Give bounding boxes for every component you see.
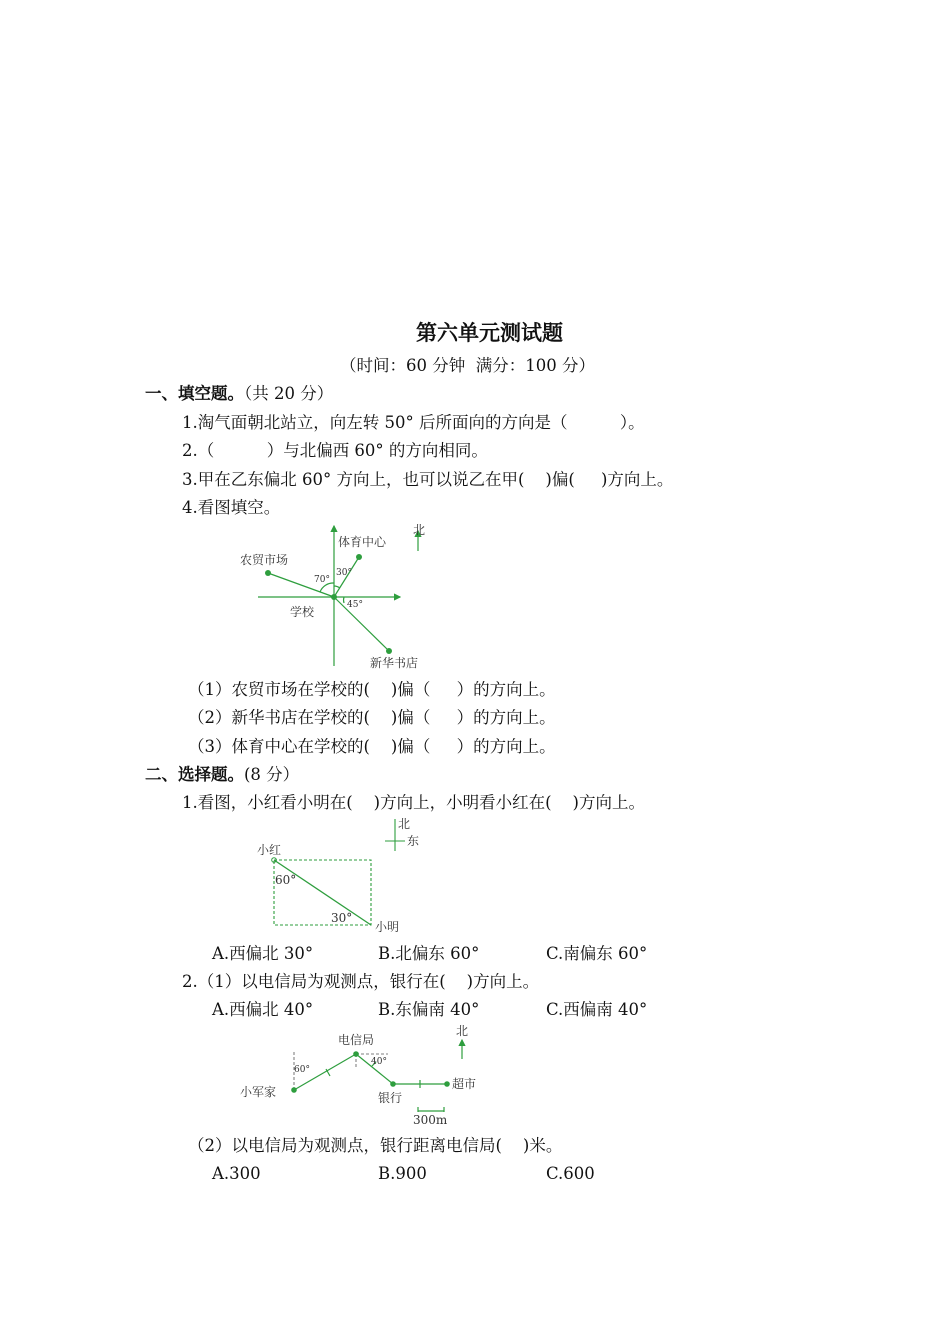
xiaohong-label: 小红 [257, 843, 282, 857]
market-label: 农贸市场 [240, 553, 289, 567]
question-2-2: 2.（1）以电信局为观测点，银行在( )方向上。 [182, 972, 540, 991]
bookstore-point [386, 648, 392, 654]
section2-heading [145, 765, 299, 785]
option-2-1-b: B.北偏东 60° [378, 944, 480, 963]
north-label-2: 北 [398, 817, 411, 831]
supermarket-label: 超市 [452, 1077, 477, 1091]
route-diagram [238, 1022, 488, 1127]
question-1-4-sub3: （3）体育中心在学校的( )偏（ ）的方向上。 [188, 737, 556, 756]
xiaoming-label: 小明 [375, 920, 400, 934]
page-subtitle: （时间：60 分钟 满分：100 分） [340, 356, 595, 375]
sports-center-label: 体育中心 [338, 535, 387, 549]
angle-40-label: 40° [371, 1057, 387, 1067]
line-xiaohong-xiaoming [274, 860, 371, 925]
section1-title: 一、填空题。 [145, 384, 244, 403]
north-label: 北 [413, 523, 426, 537]
option-2-2-b: B.东偏南 40° [378, 1000, 480, 1019]
direction-diagram-2 [255, 815, 430, 937]
angle-60-label: 60° [275, 873, 297, 887]
telecom-point [353, 1051, 359, 1057]
question-1-3: 3.甲在乙东偏北 60° 方向上，也可以说乙在甲( )偏( )方向上。 [182, 470, 674, 489]
angle-60-label-3: 60° [294, 1065, 310, 1075]
question-2-1: 1.看图，小红看小明在( )方向上，小明看小红在( )方向上。 [182, 793, 645, 812]
east-label: 东 [407, 834, 420, 848]
angle-45-label: 45° [347, 600, 363, 610]
angle-30-label-2: 30° [331, 911, 353, 925]
section1-heading [145, 384, 333, 404]
bank-point [390, 1081, 396, 1087]
question-1-2: 2.（ ）与北偏西 60° 的方向相同。 [182, 441, 488, 460]
school-label: 学校 [290, 605, 315, 619]
telecom-label: 电信局 [338, 1033, 375, 1047]
question-1-4-sub1: （1）农贸市场在学校的( )偏（ ）的方向上。 [188, 680, 556, 699]
direction-diagram-1 [240, 518, 450, 673]
section1-points: （共 20 分） [244, 384, 334, 403]
home-label: 小军家 [240, 1085, 277, 1099]
angle-70-label: 70° [314, 575, 330, 585]
bookstore-label: 新华书店 [370, 656, 419, 670]
option-2-1-c: C.南偏东 60° [546, 944, 648, 963]
home-point [291, 1087, 297, 1093]
market-point [265, 570, 271, 576]
question-1-4: 4.看图填空。 [182, 498, 281, 517]
section2-title: 二、选择题。 [145, 765, 244, 784]
section2-points: (8 分） [244, 765, 300, 784]
north-label-3: 北 [456, 1024, 469, 1038]
supermarket-point [444, 1081, 450, 1087]
option-2-1-a: A.西偏北 30° [212, 944, 314, 963]
question-1-1: 1.淘气面朝北站立，向左转 50° 后所面向的方向是（ ）。 [182, 413, 645, 432]
question-1-4-sub2: （2）新华书店在学校的( )偏（ ）的方向上。 [188, 708, 556, 727]
scale-label: 300m [413, 1113, 448, 1127]
school-point [331, 594, 337, 600]
option-2-2-2-a: A.300 [212, 1164, 261, 1183]
option-2-2-2-c: C.600 [546, 1164, 595, 1183]
page-title: 第六单元测试题 [416, 321, 563, 345]
angle-30-label: 30° [336, 568, 352, 578]
option-2-2-c: C.西偏南 40° [546, 1000, 648, 1019]
sports-point [356, 554, 362, 560]
bank-label: 银行 [378, 1091, 403, 1105]
question-2-2-sub2: （2）以电信局为观测点，银行距离电信局( )米。 [188, 1136, 563, 1155]
option-2-2-2-b: B.900 [378, 1164, 427, 1183]
option-2-2-a: A.西偏北 40° [212, 1000, 314, 1019]
